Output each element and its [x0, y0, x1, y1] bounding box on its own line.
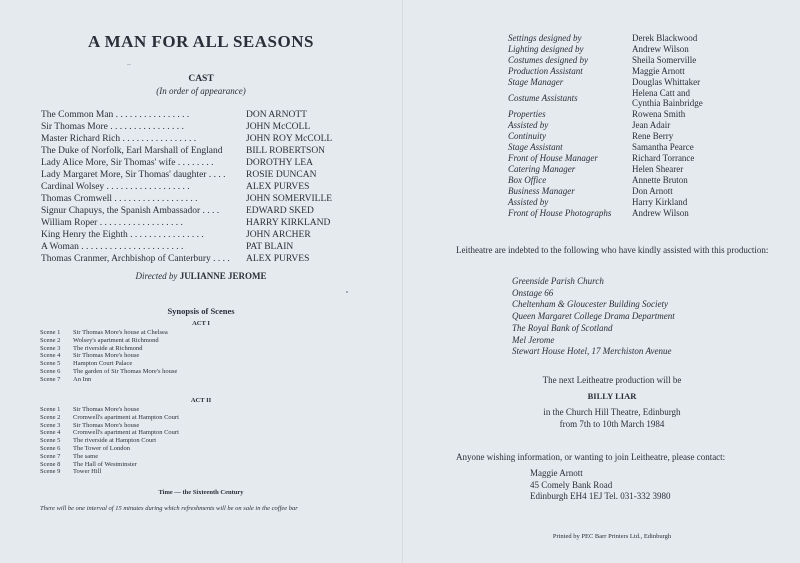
next-production-venue [456, 407, 768, 430]
crew-row [508, 164, 703, 175]
crew-name: Helena Catt and [632, 87, 690, 98]
crew-role: Stage Assistant [508, 142, 563, 153]
crew-name: Cynthia Bainbridge [632, 98, 703, 109]
contact-address [530, 468, 671, 503]
scene-description: An Inn [73, 375, 92, 383]
cast-actor: JOHN McCOLL [246, 122, 311, 132]
cast-actor: ROSIE DUNCAN [246, 170, 317, 180]
cast-row [41, 217, 332, 229]
crew-names [632, 33, 697, 44]
crew-row [508, 109, 703, 120]
director-name: JULIANNE JEROME [179, 271, 267, 281]
cast-actor: HARRY KIRKLAND [246, 218, 331, 228]
crew-names [632, 208, 689, 219]
cast-actor: BILL ROBERTSON [246, 146, 326, 156]
crew-row [508, 55, 703, 66]
cast-role: Cardinal Wolsey . . . . . . . . . . . . . . . . . . [41, 182, 190, 192]
cast-heading: CAST [188, 74, 214, 84]
crew-role: Front of House Photographs [508, 207, 612, 218]
crew-row [508, 33, 703, 44]
crew-name: Douglas Whittaker [632, 76, 701, 87]
crew-name: Sheila Somerville [632, 54, 697, 65]
crew-name: Samantha Pearce [632, 142, 694, 153]
scene-description: Tower Hill [73, 468, 102, 476]
scene-row [40, 429, 179, 437]
cast-actor: ALEX PURVES [246, 254, 310, 264]
crew-row [508, 197, 703, 208]
contact-line: 45 Comely Bank Road [530, 479, 613, 490]
cast-row [41, 229, 332, 241]
crew-names [632, 197, 687, 208]
crew-role: Costumes designed by [508, 54, 588, 65]
cast-actor: PAT BLAIN [246, 242, 294, 252]
scene-row [40, 468, 179, 476]
cast-role: Sir Thomas More . . . . . . . . . . . . . . . . [41, 122, 184, 132]
cast-row [41, 241, 332, 253]
cast-row [41, 121, 332, 133]
scene-number: Scene 6 [40, 444, 61, 452]
crew-row [508, 66, 703, 77]
scene-number: Scene 8 [40, 460, 61, 468]
cast-role: Master Richard Rich . . . . . . . . . . . . . . . . [41, 134, 197, 144]
crew-row [508, 88, 703, 110]
play-title: A MAN FOR ALL SEASONS [88, 32, 314, 51]
acknowledgement-item: Mel Jerome [512, 334, 555, 345]
cast-actor: DON ARNOTT [246, 110, 307, 120]
crew-names [632, 175, 688, 186]
acknowledgement-item: Greenside Parish Church [512, 276, 604, 286]
synopsis-heading: Synopsis of Scenes [167, 306, 235, 316]
crew-names [632, 109, 685, 120]
scene-description: The riverside at Hampton Court [73, 437, 157, 445]
scene-row [40, 376, 177, 384]
cast-actor: JOHN ARCHER [246, 230, 311, 240]
scene-row [40, 406, 179, 414]
scene-row [40, 345, 177, 353]
acknowledgement-item: Onstage 66 [512, 287, 554, 298]
crew-role: Settings designed by [508, 33, 582, 43]
crew-names [632, 131, 673, 142]
cast-row [41, 109, 332, 121]
crew-names [632, 142, 694, 153]
cast-row [41, 157, 332, 169]
scene-row [40, 414, 179, 422]
crew-row [508, 77, 703, 88]
crew-names [632, 120, 670, 131]
crew-names [632, 55, 696, 66]
contact-line: Maggie Arnott [530, 468, 583, 478]
crew-role: Stage Manager [508, 76, 564, 87]
scene-description: Cromwell's apartment at Hampton Court [73, 429, 179, 437]
scene-number: Scene 3 [40, 344, 61, 352]
acknowledgement-item: Stewart House Hotel, 17 Merchiston Avenue [512, 346, 672, 357]
crew-name: Richard Torrance [632, 152, 695, 163]
next-production-intro: The next Leitheatre production will be [542, 375, 682, 385]
crew-role: Assisted by [508, 196, 549, 207]
crew-row [508, 131, 703, 142]
crew-row [508, 175, 703, 186]
contact-intro: Anyone wishing information, or wanting to join Leitheatre, please contact: [456, 452, 726, 462]
cast-role: Lady Alice More, Sir Thomas' wife . . . . . . . . [41, 158, 214, 168]
act-one-heading: ACT I [192, 320, 210, 327]
page-fold [402, 0, 404, 563]
scene-row [40, 329, 177, 337]
crew-role: Production Assistant [508, 65, 583, 76]
crew-row [508, 142, 703, 153]
cast-row [41, 253, 332, 265]
crew-names [632, 153, 694, 164]
scene-number: Scene 4 [40, 429, 61, 437]
scene-description: Wolsey's apartment at Richmond [73, 336, 159, 344]
scene-row [40, 422, 179, 430]
crew-role: Catering Manager [508, 163, 576, 174]
cast-role: King Henry the Eighth . . . . . . . . . . . . . . . . [41, 230, 204, 240]
crew-role: Lighting designed by [508, 43, 584, 54]
scene-row [40, 437, 179, 445]
cast-role: William Roper . . . . . . . . . . . . . . . . . . [41, 218, 183, 228]
cast-row [41, 169, 332, 181]
act-two-heading: ACT II [190, 397, 212, 404]
scene-number: Scene 4 [40, 352, 61, 360]
cast-actor: JOHN SOMERVILLE [246, 194, 333, 204]
crew-name: Rowena Smith [632, 109, 686, 120]
next-production-title: BILLY LIAR [587, 391, 637, 401]
acknowledgement-intro: Leitheatre are indebted to the following who have kindly assisted with this production: [456, 245, 769, 255]
acknowledgement-item: Cheltenham & Gloucester Building Society [512, 299, 668, 310]
scene-number: Scene 7 [40, 375, 61, 383]
scene-description: Sir Thomas More's house [73, 406, 140, 413]
crew-names [632, 88, 703, 110]
crew-row [508, 153, 703, 164]
scene-row [40, 445, 179, 453]
cast-role: A Woman . . . . . . . . . . . . . . . . . . . . . . [41, 242, 184, 252]
cast-subheading: (In order of appearance) [156, 86, 246, 96]
acknowledgement-item: Queen Margaret College Drama Department [512, 311, 675, 322]
scene-description: Sir Thomas More's house [73, 421, 140, 429]
crew-name: Don Arnott [632, 185, 673, 196]
crew-role: Business Manager [508, 185, 575, 196]
cast-role: Signur Chapuys, the Spanish Ambassador . . . . [41, 206, 220, 216]
crew-row [508, 208, 703, 219]
dates-line: from 7th to 10th March 1984 [559, 418, 665, 429]
print-speck [127, 64, 131, 65]
venue-line: in the Church Hill Theatre, Edinburgh [543, 407, 681, 417]
crew-name: Annette Bruton [632, 174, 688, 185]
crew-names [632, 44, 689, 55]
scene-number: Scene 3 [40, 421, 61, 429]
cast-row [41, 205, 332, 217]
print-speck [346, 291, 348, 293]
cast-list [41, 109, 332, 265]
cast-actor: ALEX PURVES [246, 182, 310, 192]
scene-number: Scene 1 [40, 329, 61, 336]
cast-role: The Common Man . . . . . . . . . . . . . . . . [41, 110, 190, 120]
scene-description: Cromwell's apartment at Hampton Court [73, 413, 179, 421]
scene-row [40, 368, 177, 376]
cast-role: Lady Margaret More, Sir Thomas' daughter . . . . [41, 170, 226, 180]
crew-names [632, 77, 700, 88]
scene-row [40, 352, 177, 360]
cast-row [41, 145, 332, 157]
scene-description: The garden of Sir Thomas More's house [73, 367, 178, 375]
scene-number: Scene 7 [40, 452, 61, 460]
crew-list [508, 33, 703, 218]
scene-number: Scene 2 [40, 413, 61, 421]
scene-description: Sir Thomas More's house at Chelsea [73, 329, 168, 336]
scene-row [40, 360, 177, 368]
scene-description: Hampton Court Palace [73, 360, 133, 368]
scene-description: The riverside at Richmond [73, 344, 143, 352]
crew-name: Rene Berry [632, 131, 674, 142]
acknowledgement-list [512, 276, 675, 358]
crew-name: Maggie Arnott [632, 65, 685, 76]
cast-role: Thomas Cromwell . . . . . . . . . . . . . . . . . . [41, 194, 198, 204]
scene-number: Scene 5 [40, 360, 61, 368]
contact-line: Edinburgh EH4 1EJ Tel. 031-332 3980 [530, 491, 671, 501]
director-label: Directed by [135, 271, 178, 281]
scene-description: The Tower of London [73, 444, 131, 452]
scene-number: Scene 1 [40, 406, 61, 413]
crew-role: Costume Assistants [508, 92, 578, 103]
scene-number: Scene 6 [40, 367, 61, 375]
cast-row [41, 133, 332, 145]
cast-role: The Duke of Norfolk, Earl Marshall of England [41, 146, 223, 156]
crew-role: Box Office [508, 174, 547, 185]
crew-row [508, 186, 703, 197]
scene-number: Scene 2 [40, 336, 61, 344]
crew-names [632, 164, 683, 175]
crew-name: Jean Adair [632, 120, 671, 131]
crew-role: Properties [508, 109, 546, 120]
crew-name: Andrew Wilson [632, 207, 689, 218]
act-one-scenes [40, 329, 177, 384]
cast-row [41, 193, 332, 205]
cast-role: Thomas Cranmer, Archbishop of Canterbury . . . . [41, 254, 230, 264]
scene-description: Sir Thomas More's house [73, 352, 140, 360]
act-two-scenes [40, 406, 179, 476]
crew-role: Continuity [508, 131, 546, 142]
scene-number: Scene 5 [40, 437, 61, 445]
crew-names [632, 186, 673, 197]
crew-name: Andrew Wilson [632, 43, 689, 54]
crew-role: Assisted by [508, 120, 549, 131]
printer-credit: Printed by PEC Barr Printers Ltd., Edinburgh [552, 533, 672, 540]
cast-row [41, 181, 332, 193]
cast-actor: DOROTHY LEA [246, 158, 313, 168]
crew-role: Front of House Manager [508, 152, 598, 163]
crew-names [632, 66, 685, 77]
crew-row [508, 44, 703, 55]
scene-description: The Hall of Westminster [73, 460, 137, 468]
crew-name: Harry Kirkland [632, 196, 688, 207]
scene-description: The same [73, 452, 99, 460]
scene-row [40, 337, 177, 345]
cast-actor: EDWARD SKED [246, 206, 314, 216]
acknowledgement-item: The Royal Bank of Scotland [512, 322, 613, 333]
director-credit [0, 271, 402, 281]
interval-note: There will be one interval of 15 minutes during which refreshments will be on sale in the coffee bar [40, 505, 298, 512]
scene-row [40, 453, 179, 461]
crew-name: Helen Shearer [632, 163, 684, 174]
scene-number: Scene 9 [40, 468, 61, 476]
cast-actor: JOHN ROY McCOLL [246, 134, 333, 144]
scene-row [40, 461, 179, 469]
time-period: Time — the Sixteenth Century [158, 489, 244, 496]
crew-name: Derek Blackwood [632, 33, 698, 43]
crew-row [508, 120, 703, 131]
